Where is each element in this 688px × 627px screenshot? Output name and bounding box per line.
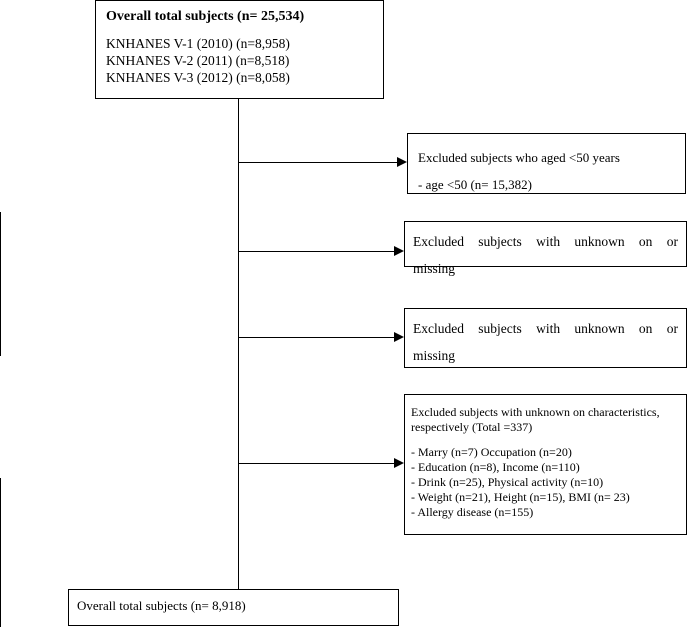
- exclusion-line: Excluded subjects with unknown on or: [413, 234, 678, 249]
- exclusion-item: - Allergy disease (n=155): [411, 505, 534, 519]
- arrowhead-2: [394, 246, 404, 256]
- connector-3: [238, 337, 395, 338]
- exclusion-item: - Drink (n=25), Physical activity (n=10): [411, 475, 604, 489]
- exclusion-line: missing: [413, 261, 456, 276]
- exclusion-item: - Education (n=8), Income (n=110): [411, 460, 580, 474]
- start-box-line: KNHANES V-1 (2010) (n=8,958): [106, 36, 290, 51]
- final-box-title: Overall total subjects (n= 8,918): [77, 598, 246, 613]
- exclusion-item: - Weight (n=21), Height (n=15), BMI (n= 23): [411, 490, 630, 504]
- exclusion-line: - age <50 (n= 15,382): [418, 177, 532, 192]
- exclusion-box-missing-2: [404, 308, 687, 368]
- exclusion-box-characteristics: [404, 394, 687, 535]
- start-box-line: KNHANES V-3 (2012) (n=8,058): [106, 70, 290, 85]
- arrowhead-4: [394, 458, 404, 468]
- connector-4: [238, 463, 395, 464]
- exclusion-line: Excluded subjects who aged <50 years: [418, 150, 620, 165]
- overall-subjects-final-box: [68, 589, 399, 626]
- left-margin-mark-top: [0, 212, 1, 356]
- connector-2: [238, 251, 395, 252]
- arrowhead-1: [397, 157, 407, 167]
- start-box-line: KNHANES V-2 (2011) (n=8,518): [106, 53, 290, 68]
- start-box-title: Overall total subjects (n= 25,534): [106, 9, 305, 24]
- exclusion-item: - Marry (n=7) Occupation (n=20): [411, 445, 572, 459]
- exclusion-header-line: respectively (Total =337): [411, 420, 533, 434]
- overall-subjects-start-box: [95, 0, 384, 99]
- left-margin-mark-bottom: [0, 478, 1, 627]
- exclusion-box-age: [407, 133, 686, 194]
- exclusion-header-line: Excluded subjects with unknown on characteristics,: [411, 405, 660, 419]
- connector-1: [238, 162, 398, 163]
- exclusion-box-missing-1: [404, 221, 687, 276]
- main-flow-line: [238, 99, 239, 589]
- arrowhead-3: [394, 332, 404, 342]
- exclusion-line: missing: [413, 348, 456, 363]
- exclusion-line: Excluded subjects with unknown on or: [413, 321, 678, 336]
